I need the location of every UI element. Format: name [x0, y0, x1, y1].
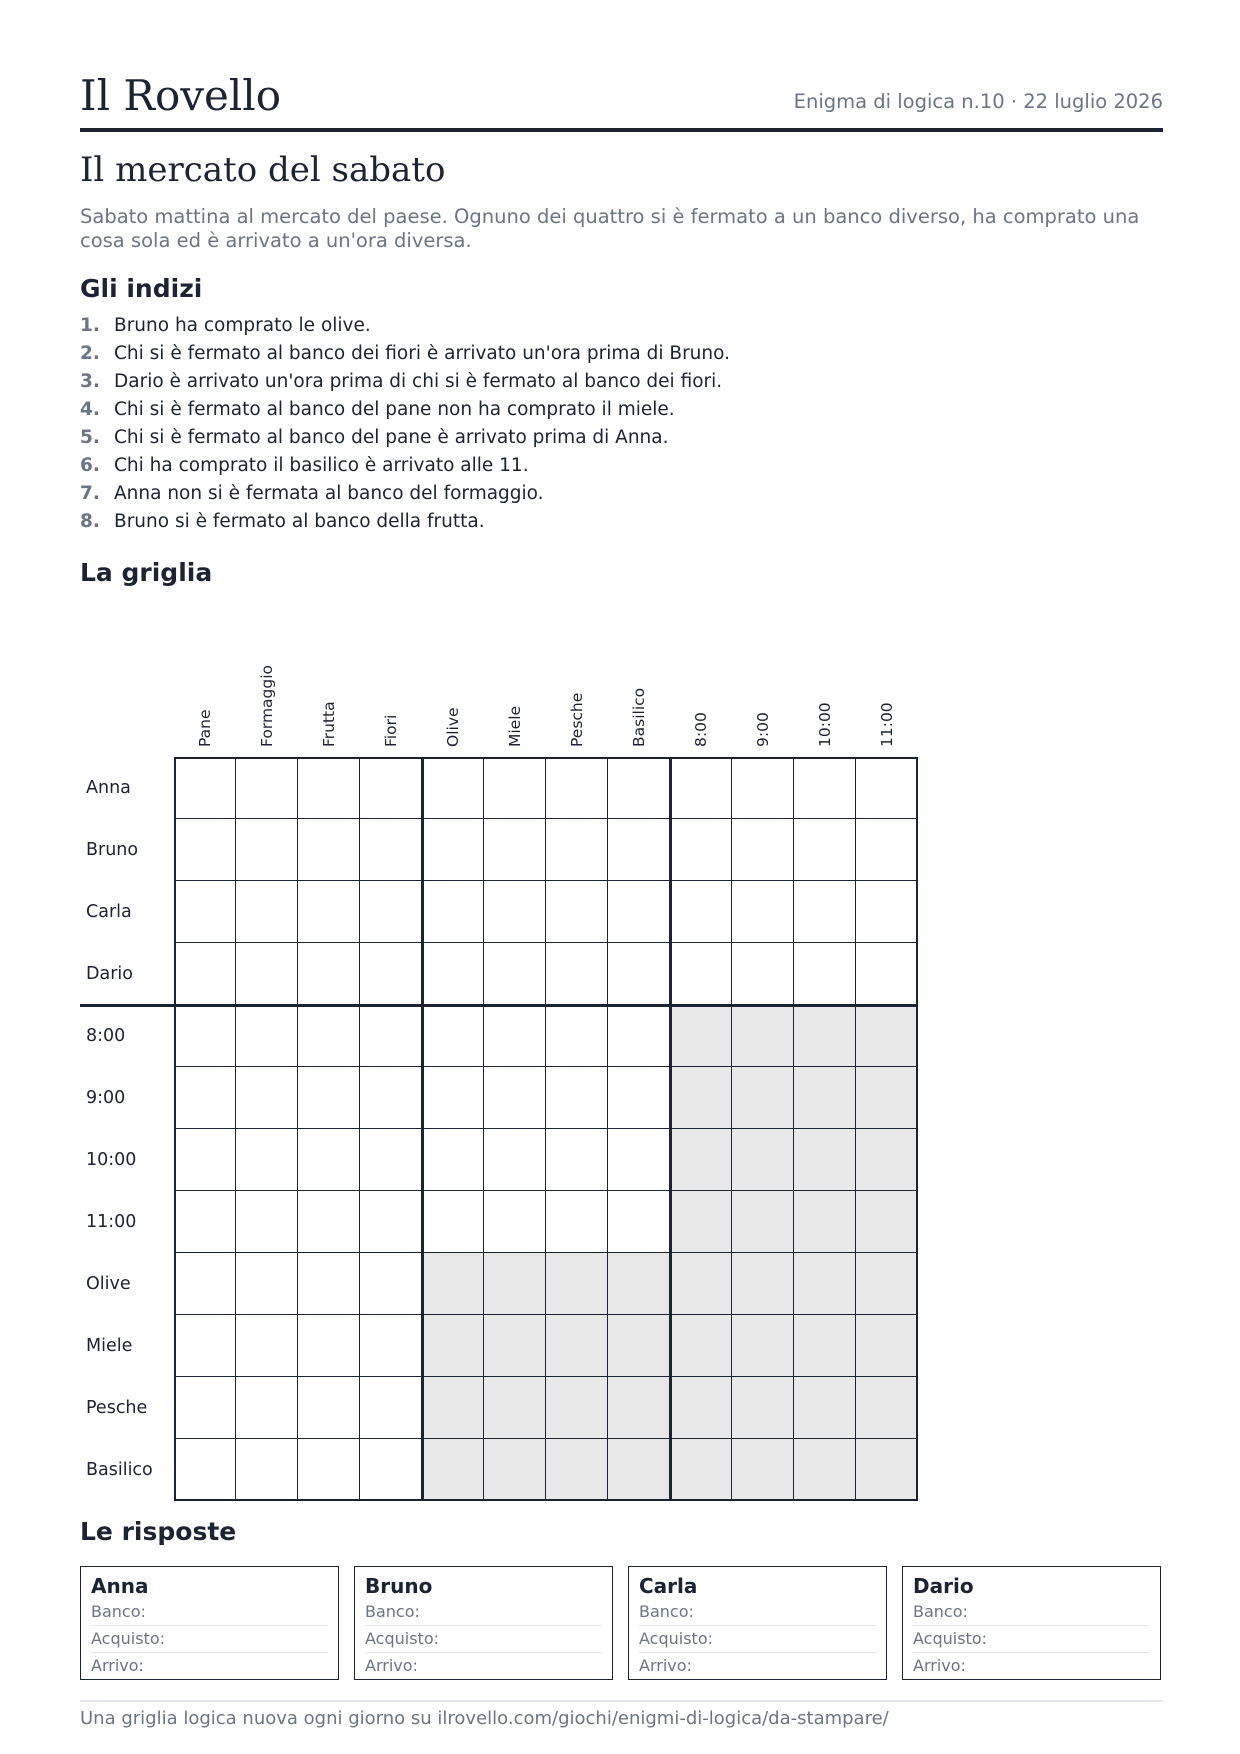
grid-cell-blocked: [608, 1377, 670, 1439]
grid-cell-blocked: [670, 1439, 732, 1501]
grid-row-label: Miele: [86, 1336, 133, 1356]
grid-row-label: 10:00: [86, 1150, 137, 1170]
grid-cell-blocked: [856, 1377, 918, 1439]
puzzle-title: Il mercato del sabato: [80, 150, 446, 190]
grid-row-label: Dario: [86, 964, 133, 984]
clue-text: Bruno si è fermato al banco della frutta.: [114, 511, 485, 532]
grid-cell[interactable]: [856, 881, 918, 943]
grid-cell-blocked: [546, 1377, 608, 1439]
grid-cell[interactable]: [174, 1439, 236, 1501]
grid-cell[interactable]: [236, 819, 298, 881]
grid-cell[interactable]: [422, 757, 484, 819]
answer-card-bruno[interactable]: [354, 1566, 613, 1680]
grid-cell[interactable]: [174, 1377, 236, 1439]
answer-field-banco[interactable]: Banco:: [365, 1599, 602, 1626]
grid-cell-blocked: [732, 1253, 794, 1315]
grid-column-label: Formaggio: [258, 664, 276, 747]
grid-column-label: 10:00: [816, 702, 834, 747]
grid-cell-blocked: [732, 1067, 794, 1129]
grid-cell-blocked: [856, 1191, 918, 1253]
grid-cell-blocked: [856, 1129, 918, 1191]
grid-cell[interactable]: [608, 1067, 670, 1129]
answer-name: Anna: [91, 1574, 149, 1598]
grid-cell[interactable]: [360, 1439, 422, 1501]
clue-item: [80, 368, 730, 396]
answer-name: Bruno: [365, 1574, 433, 1598]
clue-text: Dario è arrivato un'ora prima di chi si è fermato al banco dei fiori.: [114, 371, 723, 392]
grid-cell[interactable]: [174, 1315, 236, 1377]
grid-cell[interactable]: [360, 819, 422, 881]
grid-cell[interactable]: [174, 1129, 236, 1191]
grid-row-label: 9:00: [86, 1088, 126, 1108]
grid-cell-blocked: [732, 1315, 794, 1377]
grid-cell[interactable]: [608, 1005, 670, 1067]
grid-cell[interactable]: [484, 757, 546, 819]
grid-cell-blocked: [794, 1439, 856, 1501]
grid-divider: [80, 1004, 918, 1007]
grid-cell-blocked: [794, 1253, 856, 1315]
grid-cell-blocked: [732, 1005, 794, 1067]
grid-column-label: Fiori: [382, 714, 400, 747]
clue-text: Chi ha comprato il basilico è arrivato alle 11.: [114, 455, 529, 476]
answer-field-arrivo[interactable]: Arrivo:: [91, 1656, 144, 1675]
grid-cell[interactable]: [298, 1067, 360, 1129]
grid-cell[interactable]: [546, 1129, 608, 1191]
grid-cell[interactable]: [546, 1005, 608, 1067]
grid-cell[interactable]: [670, 943, 732, 1005]
grid-divider: [669, 757, 672, 1501]
grid-row-label: 11:00: [86, 1212, 137, 1232]
grid-cell-blocked: [670, 1005, 732, 1067]
clue-item: [80, 396, 730, 424]
clue-item: [80, 312, 730, 340]
grid-cell[interactable]: [360, 881, 422, 943]
grid-cell[interactable]: [484, 881, 546, 943]
grid-cell[interactable]: [298, 881, 360, 943]
grid-row-label: Basilico: [86, 1460, 153, 1480]
brand-title: Il Rovello: [80, 71, 282, 120]
grid-column-label: Pesche: [568, 692, 586, 747]
grid-cell-blocked: [732, 1129, 794, 1191]
grid-cell[interactable]: [236, 881, 298, 943]
grid-cell[interactable]: [298, 1315, 360, 1377]
grid-cell-blocked: [856, 1439, 918, 1501]
answer-card-carla[interactable]: [628, 1566, 887, 1680]
grid-cell[interactable]: [174, 943, 236, 1005]
logic-grid: [174, 757, 918, 1501]
grid-cell-blocked: [732, 1439, 794, 1501]
grid-cell[interactable]: [174, 881, 236, 943]
clue-item: [80, 424, 730, 452]
grid-cell-blocked: [484, 1315, 546, 1377]
grid-cell[interactable]: [484, 943, 546, 1005]
grid-cell[interactable]: [546, 943, 608, 1005]
grid-cell[interactable]: [608, 819, 670, 881]
clue-number: 8.: [80, 511, 100, 532]
grid-cell[interactable]: [484, 1005, 546, 1067]
grid-cell-blocked: [546, 1315, 608, 1377]
answer-cards: [80, 1566, 1163, 1680]
grid-column-label: Frutta: [320, 701, 338, 747]
grid-cell[interactable]: [298, 943, 360, 1005]
grid-cell[interactable]: [236, 1129, 298, 1191]
grid-cell-blocked: [608, 1253, 670, 1315]
clue-number: 7.: [80, 483, 100, 504]
grid-cell[interactable]: [236, 1377, 298, 1439]
grid-cell[interactable]: [174, 1253, 236, 1315]
answer-field-banco[interactable]: Banco:: [639, 1599, 876, 1626]
answer-field-acquisto[interactable]: Acquisto:: [91, 1626, 328, 1653]
clue-list: [80, 312, 730, 536]
clue-number: 5.: [80, 427, 100, 448]
grid-cell[interactable]: [670, 881, 732, 943]
grid-cell[interactable]: [422, 1067, 484, 1129]
answer-field-acquisto[interactable]: Acquisto:: [365, 1626, 602, 1653]
grid-cell[interactable]: [546, 1067, 608, 1129]
masthead: [80, 70, 1163, 132]
grid-cell-blocked: [546, 1439, 608, 1501]
answer-card-dario[interactable]: [902, 1566, 1161, 1680]
grid-cell[interactable]: [298, 819, 360, 881]
grid-cell[interactable]: [794, 819, 856, 881]
grid-cell[interactable]: [732, 757, 794, 819]
clue-text: Chi si è fermato al banco dei fiori è arrivato un'ora prima di Bruno.: [114, 343, 731, 364]
grid-column-label: 9:00: [754, 712, 772, 747]
grid-cell[interactable]: [174, 1005, 236, 1067]
grid-cell-blocked: [856, 1005, 918, 1067]
grid-cell[interactable]: [794, 757, 856, 819]
clues-heading: Gli indizi: [80, 274, 203, 303]
grid-cell[interactable]: [546, 819, 608, 881]
grid-cell[interactable]: [236, 1067, 298, 1129]
grid-cell[interactable]: [360, 1253, 422, 1315]
grid-cell[interactable]: [422, 943, 484, 1005]
grid-cell[interactable]: [236, 1439, 298, 1501]
grid-cell[interactable]: [298, 757, 360, 819]
issue-info: Enigma di logica n.10 · 22 luglio 2026: [793, 90, 1163, 113]
grid-row-label: 8:00: [86, 1026, 126, 1046]
grid-cell[interactable]: [608, 1191, 670, 1253]
grid-cell-blocked: [422, 1315, 484, 1377]
grid-cell[interactable]: [236, 1315, 298, 1377]
grid-cell[interactable]: [298, 1129, 360, 1191]
answers-heading: Le risposte: [80, 1517, 237, 1546]
clue-item: [80, 340, 730, 368]
clue-number: 6.: [80, 455, 100, 476]
grid-cell[interactable]: [236, 1253, 298, 1315]
clue-number: 3.: [80, 371, 100, 392]
answer-field-arrivo[interactable]: Arrivo:: [365, 1656, 418, 1675]
grid-cell-blocked: [670, 1315, 732, 1377]
answer-card-anna[interactable]: [80, 1566, 339, 1680]
grid-column-label: Pane: [196, 709, 214, 747]
grid-cell-blocked: [670, 1129, 732, 1191]
grid-cell[interactable]: [484, 1067, 546, 1129]
grid-cell[interactable]: [422, 819, 484, 881]
clue-number: 2.: [80, 343, 100, 364]
answer-field-acquisto[interactable]: Acquisto:: [913, 1626, 1150, 1653]
grid-cell[interactable]: [546, 881, 608, 943]
grid-cell-blocked: [546, 1253, 608, 1315]
grid-cell[interactable]: [360, 1005, 422, 1067]
grid-cell[interactable]: [422, 881, 484, 943]
grid-column-label: 8:00: [692, 712, 710, 747]
answer-field-arrivo[interactable]: Arrivo:: [639, 1656, 692, 1675]
grid-cell-blocked: [856, 1067, 918, 1129]
grid-cell[interactable]: [360, 1129, 422, 1191]
grid-heading: La griglia: [80, 558, 213, 587]
grid-row-label: Carla: [86, 902, 132, 922]
grid-cell-blocked: [794, 1129, 856, 1191]
footer-note: Una griglia logica nuova ogni giorno su ilrovello.com/giochi/enigmi-di-logica/da-stampare/: [80, 1700, 1163, 1729]
grid-cell[interactable]: [484, 819, 546, 881]
grid-cell[interactable]: [608, 1129, 670, 1191]
answer-field-acquisto[interactable]: Acquisto:: [639, 1626, 876, 1653]
grid-cell-blocked: [794, 1315, 856, 1377]
grid-column-label: Olive: [444, 707, 462, 747]
grid-cell[interactable]: [298, 1005, 360, 1067]
grid-cell[interactable]: [360, 1315, 422, 1377]
grid-cell-blocked: [484, 1253, 546, 1315]
answer-field-arrivo[interactable]: Arrivo:: [913, 1656, 966, 1675]
grid-cell[interactable]: [794, 943, 856, 1005]
clue-number: 4.: [80, 399, 100, 420]
grid-cell-blocked: [732, 1191, 794, 1253]
grid-row-label: Anna: [86, 778, 131, 798]
grid-column-label: 11:00: [878, 702, 896, 747]
answer-field-banco[interactable]: Banco:: [91, 1599, 328, 1626]
grid-column-label: Basilico: [630, 687, 648, 747]
grid-cell[interactable]: [360, 1377, 422, 1439]
grid-cell-blocked: [422, 1253, 484, 1315]
grid-cell[interactable]: [360, 1067, 422, 1129]
grid-cell[interactable]: [608, 881, 670, 943]
grid-column-label: Miele: [506, 705, 524, 747]
grid-cell[interactable]: [174, 1191, 236, 1253]
grid-cell-blocked: [608, 1315, 670, 1377]
grid-cell[interactable]: [174, 1067, 236, 1129]
clue-item: [80, 480, 730, 508]
grid-row-label: Olive: [86, 1274, 131, 1294]
clue-text: Chi si è fermato al banco del pane è arrivato prima di Anna.: [114, 427, 669, 448]
grid-row-label: Bruno: [86, 840, 139, 860]
grid-cell[interactable]: [546, 1191, 608, 1253]
grid-cell-blocked: [732, 1377, 794, 1439]
grid-cell[interactable]: [236, 757, 298, 819]
grid-cell[interactable]: [732, 881, 794, 943]
grid-cell-blocked: [794, 1377, 856, 1439]
grid-cell-blocked: [422, 1439, 484, 1501]
grid-cell[interactable]: [670, 757, 732, 819]
grid-cell-blocked: [484, 1439, 546, 1501]
grid-cell-blocked: [794, 1191, 856, 1253]
puzzle-intro: Sabato mattina al mercato del paese. Ognuno dei quattro si è fermato a un banco diverso, ha comprato una cosa sola ed è arrivato a un'ora diversa.: [80, 205, 1140, 252]
grid-cell-blocked: [484, 1377, 546, 1439]
grid-cell[interactable]: [794, 881, 856, 943]
grid-cell[interactable]: [670, 819, 732, 881]
clue-item: [80, 452, 730, 480]
grid-cell[interactable]: [236, 1005, 298, 1067]
grid-cell[interactable]: [484, 1129, 546, 1191]
grid-cell-blocked: [670, 1253, 732, 1315]
grid-cell[interactable]: [422, 1129, 484, 1191]
grid-cell[interactable]: [608, 943, 670, 1005]
grid-divider: [421, 757, 424, 1501]
grid-cell[interactable]: [546, 757, 608, 819]
answer-name: Carla: [639, 1574, 698, 1598]
grid-cell-blocked: [670, 1377, 732, 1439]
grid-cell[interactable]: [484, 1191, 546, 1253]
clue-number: 1.: [80, 315, 100, 336]
grid-cell[interactable]: [236, 943, 298, 1005]
grid-cell[interactable]: [732, 819, 794, 881]
answer-field-banco[interactable]: Banco:: [913, 1599, 1150, 1626]
grid-cell-blocked: [670, 1191, 732, 1253]
grid-cell[interactable]: [236, 1191, 298, 1253]
clue-text: Chi si è fermato al banco del pane non ha comprato il miele.: [114, 399, 675, 420]
grid-cell[interactable]: [174, 757, 236, 819]
grid-cell[interactable]: [608, 757, 670, 819]
clue-item: [80, 508, 730, 536]
grid-cell[interactable]: [422, 1005, 484, 1067]
grid-cell-blocked: [608, 1439, 670, 1501]
grid-cell[interactable]: [298, 1377, 360, 1439]
grid-cell[interactable]: [298, 1191, 360, 1253]
clue-text: Bruno ha comprato le olive.: [114, 315, 371, 336]
grid-cell-blocked: [422, 1377, 484, 1439]
grid-cell[interactable]: [360, 757, 422, 819]
grid-row-label: Pesche: [86, 1398, 148, 1418]
answer-name: Dario: [913, 1574, 974, 1598]
grid-cell-blocked: [794, 1005, 856, 1067]
grid-cell[interactable]: [360, 1191, 422, 1253]
grid-cell-blocked: [794, 1067, 856, 1129]
grid-cell[interactable]: [422, 1191, 484, 1253]
grid-cell-blocked: [856, 1315, 918, 1377]
grid-cell[interactable]: [298, 1253, 360, 1315]
grid-cell[interactable]: [360, 943, 422, 1005]
grid-cell[interactable]: [856, 819, 918, 881]
grid-cell-blocked: [670, 1067, 732, 1129]
grid-cell[interactable]: [856, 943, 918, 1005]
grid-cell[interactable]: [732, 943, 794, 1005]
grid-cell-blocked: [856, 1253, 918, 1315]
grid-cell[interactable]: [174, 819, 236, 881]
grid-cell[interactable]: [856, 757, 918, 819]
clue-text: Anna non si è fermata al banco del formaggio.: [114, 483, 544, 504]
grid-cell[interactable]: [298, 1439, 360, 1501]
